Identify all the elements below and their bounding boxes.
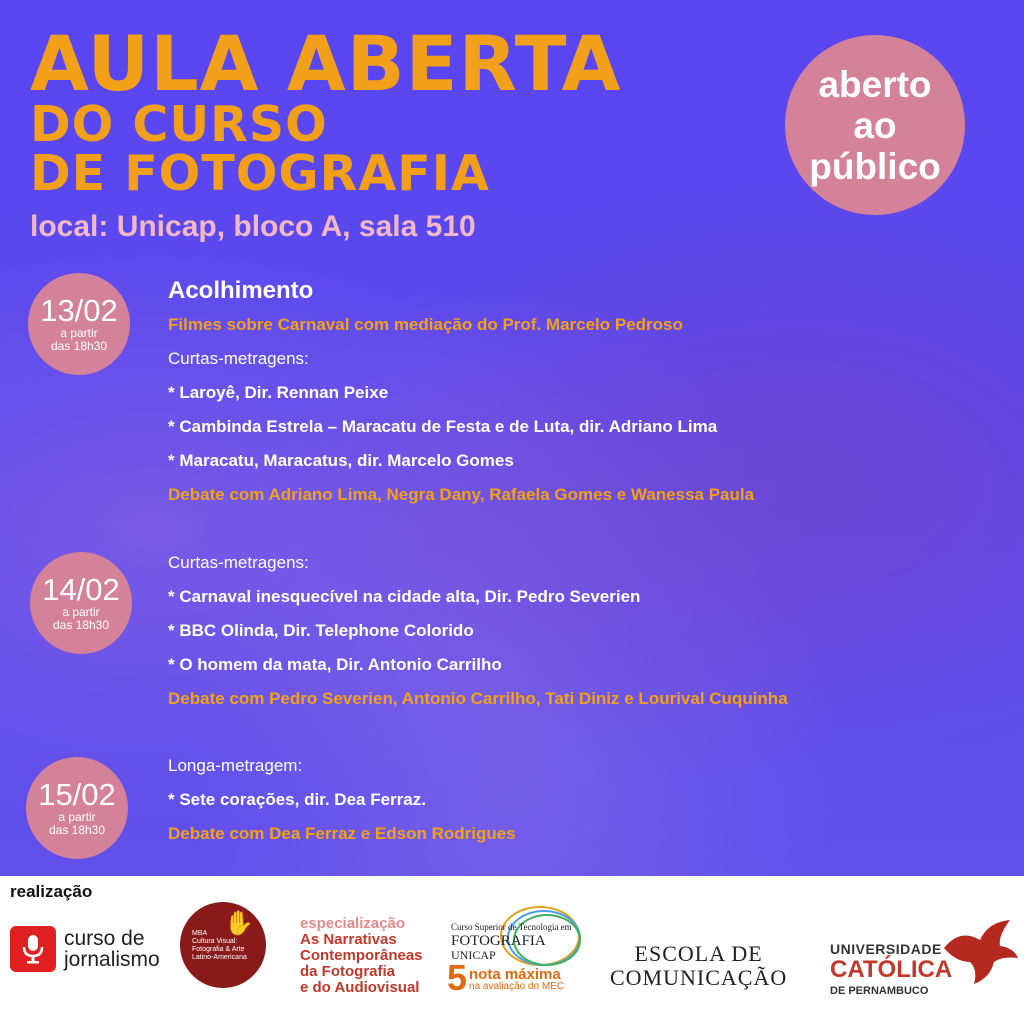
hand-icon: ✋ bbox=[224, 910, 254, 937]
open-to-public-badge bbox=[785, 35, 965, 215]
film-item: * Laroyê, Dir. Rennan Peixe bbox=[168, 383, 389, 402]
schedule-day2 bbox=[168, 546, 788, 716]
logo-mba-cultura-visual bbox=[180, 902, 266, 988]
date-day1: 13/02 bbox=[40, 293, 118, 328]
foto-line-3: UNICAP bbox=[451, 948, 496, 962]
foto-line-2: FOTOGRAFIA bbox=[451, 933, 546, 949]
sponsors-footer bbox=[0, 876, 1024, 1024]
location-text: local: Unicap, bloco A, sala 510 bbox=[30, 210, 476, 243]
category-day2: Curtas-metragens: bbox=[168, 553, 309, 572]
escola-line-2: COMUNICAÇÃO bbox=[610, 965, 788, 990]
mba-line-1: MBA bbox=[192, 930, 208, 937]
time-value-day3: das 18h30 bbox=[48, 823, 106, 837]
date-circle-day2 bbox=[30, 552, 132, 654]
category-day3: Longa-metragem: bbox=[168, 756, 303, 775]
title-line-2: DO CURSO bbox=[30, 96, 328, 153]
date-day3: 15/02 bbox=[38, 777, 116, 812]
realizacao-label: realização bbox=[10, 882, 93, 901]
logo-escola-comunicacao bbox=[610, 942, 787, 990]
dove-icon bbox=[940, 918, 1020, 988]
badge-line-3: público bbox=[809, 145, 941, 187]
logo-fotografia-unicap bbox=[445, 906, 585, 996]
narrativas-line-3: Contemporâneas bbox=[300, 947, 423, 964]
date-day2: 14/02 bbox=[42, 572, 120, 607]
debate-day3: Debate com Dea Ferraz e Edson Rodrigues bbox=[168, 824, 516, 843]
time-label-day1: a partir bbox=[60, 326, 98, 340]
unicap-line-2: CATÓLICA bbox=[830, 956, 953, 983]
title-line-3: DE FOTOGRAFIA bbox=[30, 145, 490, 202]
film-item: * Sete corações, dir. Dea Ferraz. bbox=[168, 790, 426, 809]
title-line-1: AULA ABERTA bbox=[30, 19, 622, 108]
time-label-day3: a partir bbox=[58, 810, 96, 824]
film-item: * Cambinda Estrela – Maracatu de Festa e de Luta, dir. Adriano Lima bbox=[168, 417, 718, 436]
narrativas-line-4: da Fotografia bbox=[300, 963, 396, 980]
debate-day2: Debate com Pedro Severien, Antonio Carrilho, Tati Diniz e Lourival Cuquinha bbox=[168, 689, 788, 708]
date-circle-day3 bbox=[26, 757, 128, 859]
logo-curso-jornalismo bbox=[10, 926, 160, 972]
debate-day1: Debate com Adriano Lima, Negra Dany, Rafaela Gomes e Wanessa Paula bbox=[168, 485, 755, 504]
mba-line-3: Fotografia & Arte bbox=[192, 946, 245, 953]
foto-line-5: na avaliação do MEC bbox=[469, 981, 565, 992]
schedule-day3 bbox=[168, 749, 516, 851]
badge-line-2: ao bbox=[853, 104, 897, 146]
jornalismo-text bbox=[64, 928, 160, 970]
narrativas-line-1: especialização bbox=[300, 915, 406, 932]
foto-five: 5 bbox=[447, 957, 468, 998]
film-item: * Maracatu, Maracatus, dir. Marcelo Gomes bbox=[168, 451, 514, 470]
badge-line-1: aberto bbox=[818, 63, 932, 105]
time-value-day1: das 18h30 bbox=[50, 339, 108, 353]
jornalismo-line-1: curso de bbox=[64, 927, 145, 950]
intro-day1: Filmes sobre Carnaval com mediação do Prof. Marcelo Pedroso bbox=[168, 315, 683, 334]
film-item: * BBC Olinda, Dir. Telephone Colorido bbox=[168, 621, 474, 640]
schedule-day1 bbox=[168, 276, 754, 512]
foto-line-4: nota máxima bbox=[469, 966, 561, 983]
narrativas-line-2: As Narrativas bbox=[300, 931, 397, 948]
narrativas-line-5: e do Audiovisual bbox=[300, 979, 420, 996]
jornalismo-line-2: jornalismo bbox=[64, 948, 160, 971]
mba-line-4: Latino-Americana bbox=[192, 954, 247, 961]
film-item: * O homem da mata, Dir. Antonio Carrilho bbox=[168, 655, 502, 674]
category-day1: Curtas-metragens: bbox=[168, 349, 309, 368]
unicap-line-3: DE PERNAMBUCO bbox=[830, 985, 929, 997]
logo-narrativas bbox=[300, 916, 423, 996]
time-label-day2: a partir bbox=[62, 605, 100, 619]
logo-universidade-catolica bbox=[830, 940, 952, 1000]
escola-line-1: ESCOLA DE bbox=[634, 941, 763, 966]
time-value-day2: das 18h30 bbox=[52, 618, 110, 632]
foto-line-1: Curso Superior de Tecnologia em bbox=[451, 922, 572, 932]
microphone-icon bbox=[10, 926, 56, 972]
mba-line-2: Cultura Visual: bbox=[192, 938, 238, 945]
film-item: * Carnaval inesquecível na cidade alta, Dir. Pedro Severien bbox=[168, 587, 641, 606]
unicap-line-1: UNIVERSIDADE bbox=[830, 941, 942, 957]
heading-day1: Acolhimento bbox=[168, 277, 314, 304]
date-circle-day1 bbox=[28, 273, 130, 375]
